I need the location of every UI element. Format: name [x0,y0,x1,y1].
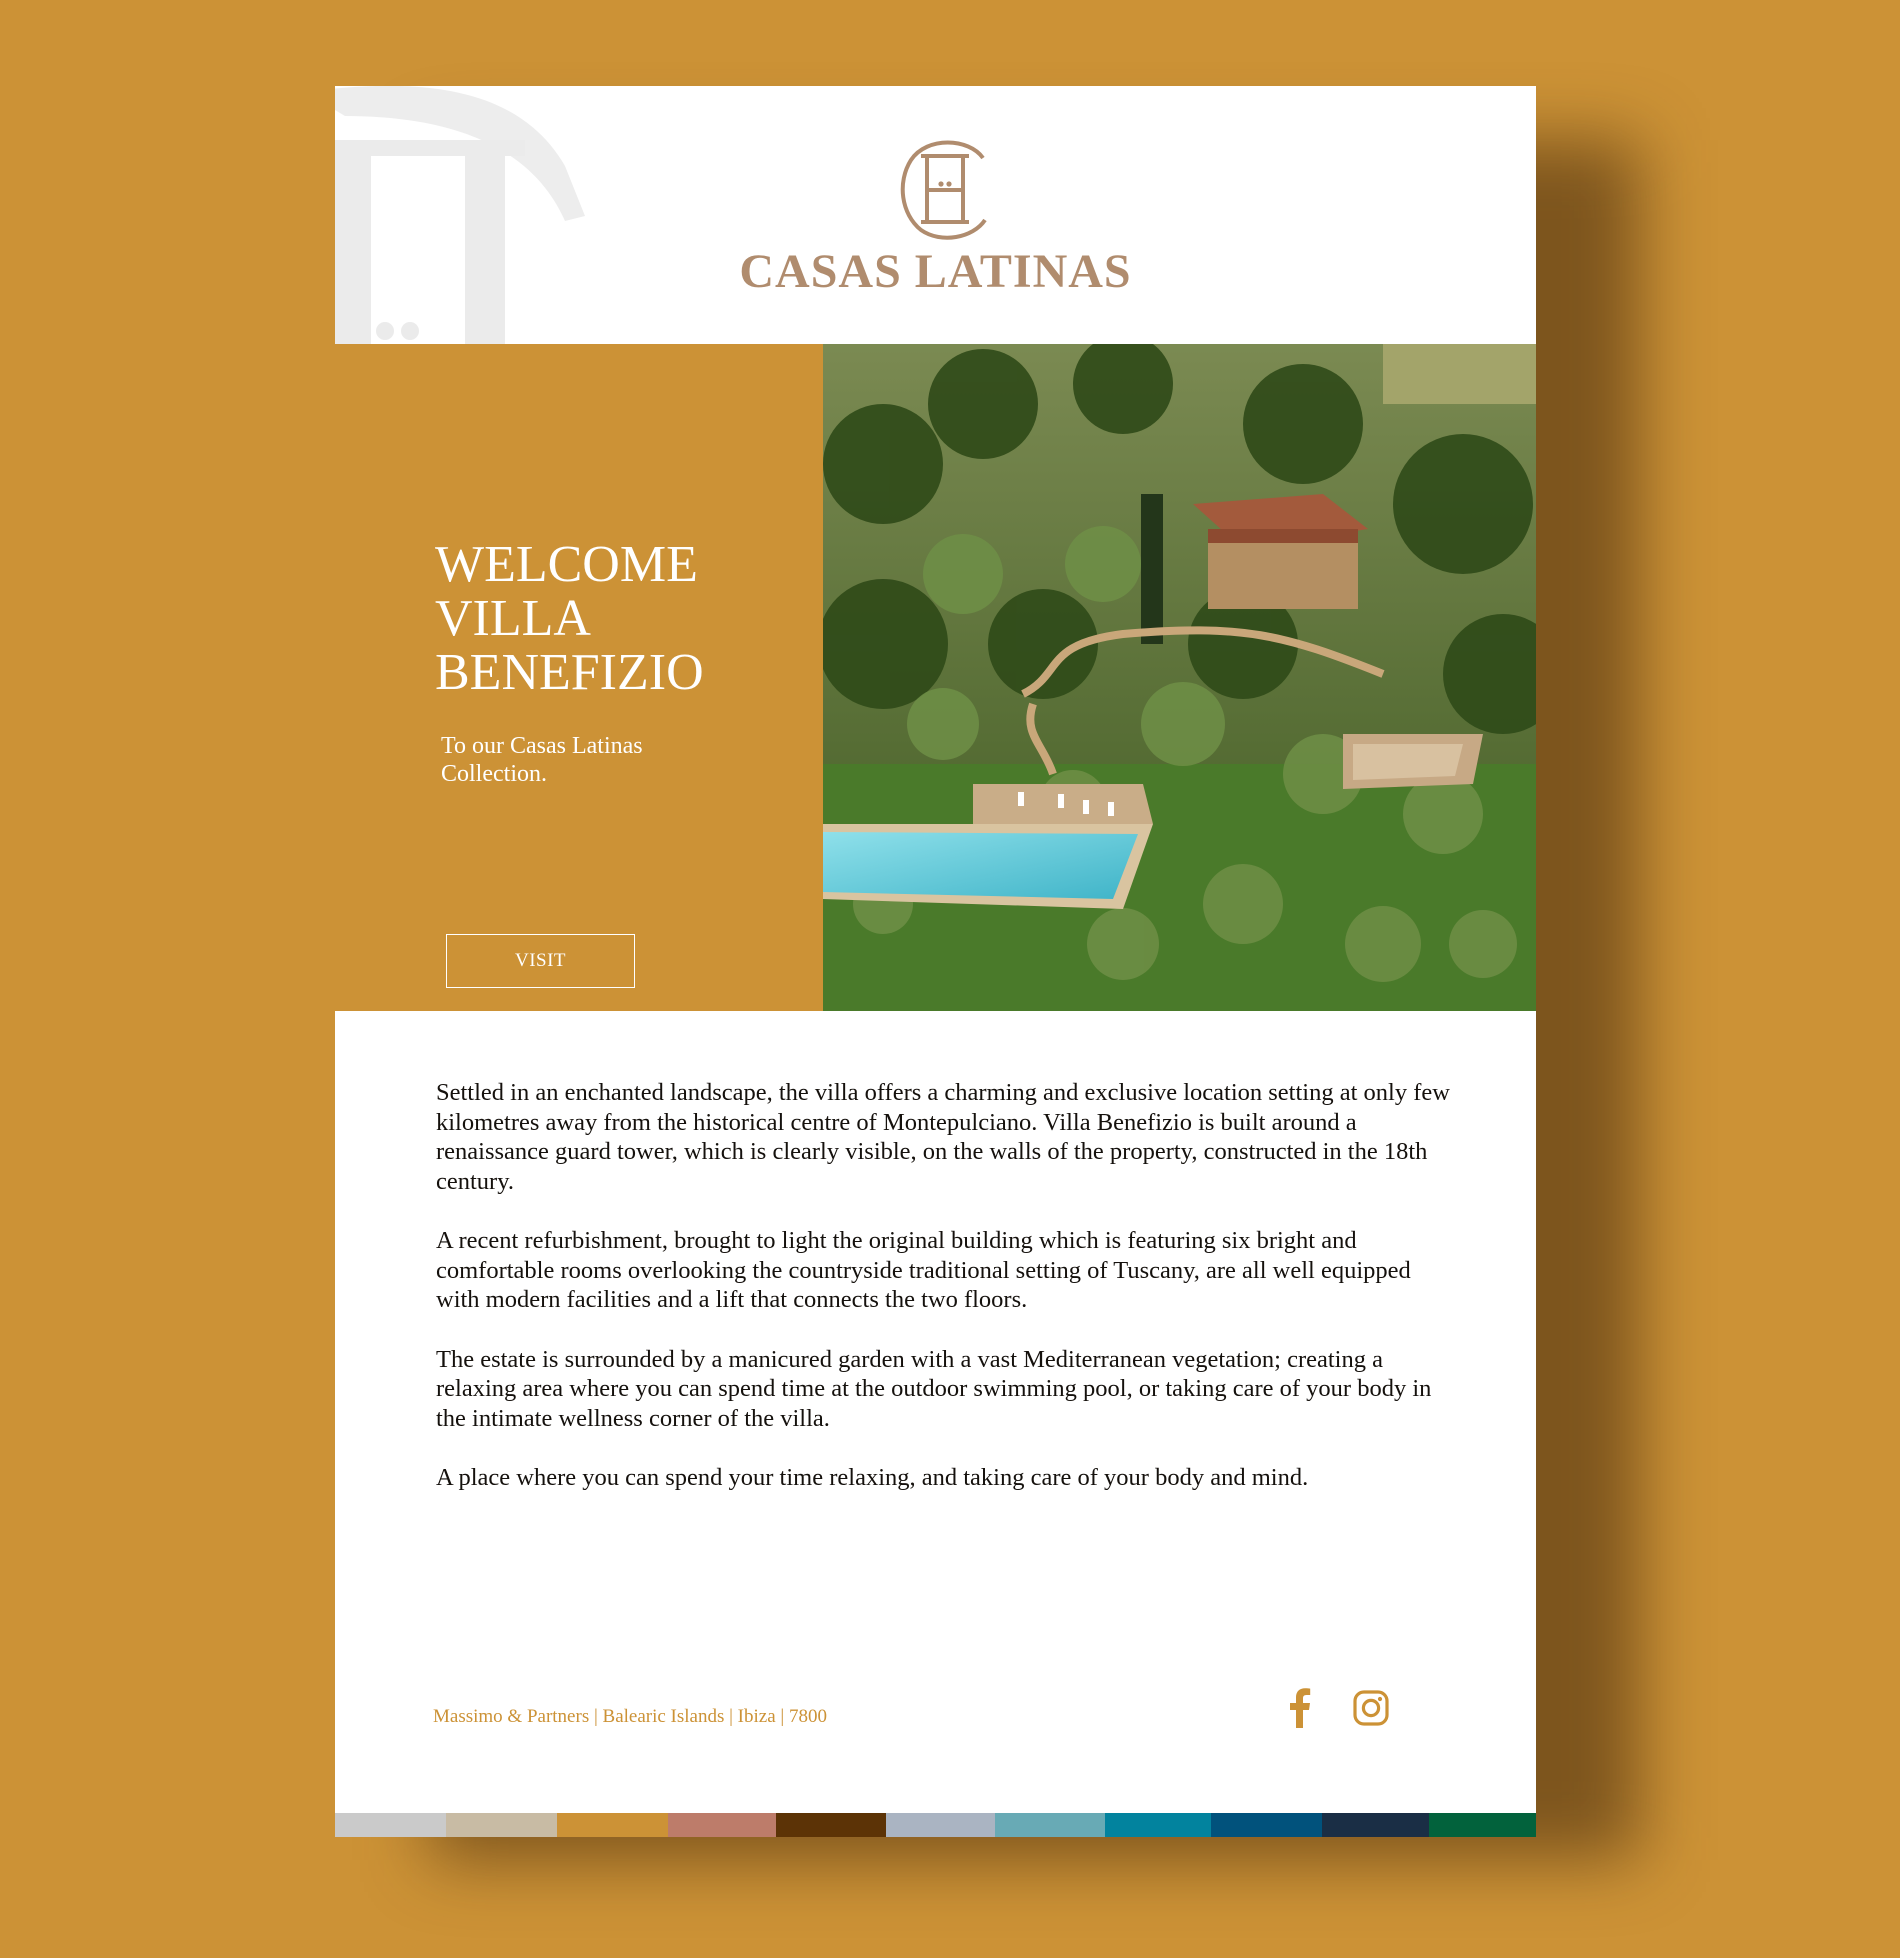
color-swatch [335,1813,446,1837]
logo-watermark [335,86,635,344]
color-swatch [1211,1813,1322,1837]
color-swatch [668,1813,776,1837]
villa-aerial-photo [823,344,1536,1011]
paragraph: Settled in an enchanted landscape, the villa offers a charming and exclusive location setting at only few kilometres away from the historical centre of Montepulciano. Villa Benefizio is built around a renaissance guard tower, which is clearly visible, on the walls of the property, constructed in the 18th century. [436,1079,1450,1195]
instagram-icon-glyph [1353,1690,1389,1726]
hero-title [435,538,795,700]
hero-title-line: BENEFIZIO [435,644,704,701]
footer-address: Massimo & Partners | Balearic Islands | Ibiza | 7800 [433,1706,827,1727]
header [335,86,1536,344]
facebook-icon-glyph [1287,1688,1311,1728]
brand-name: CASAS LATINAS [739,245,1132,298]
hero-subtitle: To our Casas Latinas Collection. [441,733,643,787]
color-swatch [995,1813,1105,1837]
newsletter-card [335,86,1536,1837]
hero-panel [335,344,823,1011]
color-swatch [1429,1813,1536,1837]
instagram-icon[interactable] [1349,1686,1393,1730]
hero-title-line: WELCOME [435,536,698,593]
color-swatch [557,1813,668,1837]
paragraph: A place where you can spend your time relaxing, and taking care of your body and mind. [436,1464,1309,1491]
paragraph: A recent refurbishment, brought to light the original building which is featuring six bright and comfortable rooms overlooking the countryside traditional setting of Tuscany, are all well equipped with modern facilities and a lift that connects the two floors. [436,1227,1411,1313]
hero-title-line: VILLA [435,590,591,647]
color-swatch [1105,1813,1211,1837]
color-swatch [1322,1813,1429,1837]
visit-button[interactable]: VISIT [446,934,635,988]
body-copy [436,1078,1456,1523]
color-swatch [776,1813,886,1837]
color-swatch [886,1813,995,1837]
logo-icon [897,136,995,240]
color-swatch [446,1813,557,1837]
color-palette-strip [335,1813,1536,1837]
paragraph: The estate is surrounded by a manicured garden with a vast Mediterranean vegetation; creating a relaxing area where you can spend time at the outdoor swimming pool, or taking care of your body in the intimate wellness corner of the villa. [436,1345,1432,1432]
facebook-icon[interactable] [1277,1686,1321,1730]
